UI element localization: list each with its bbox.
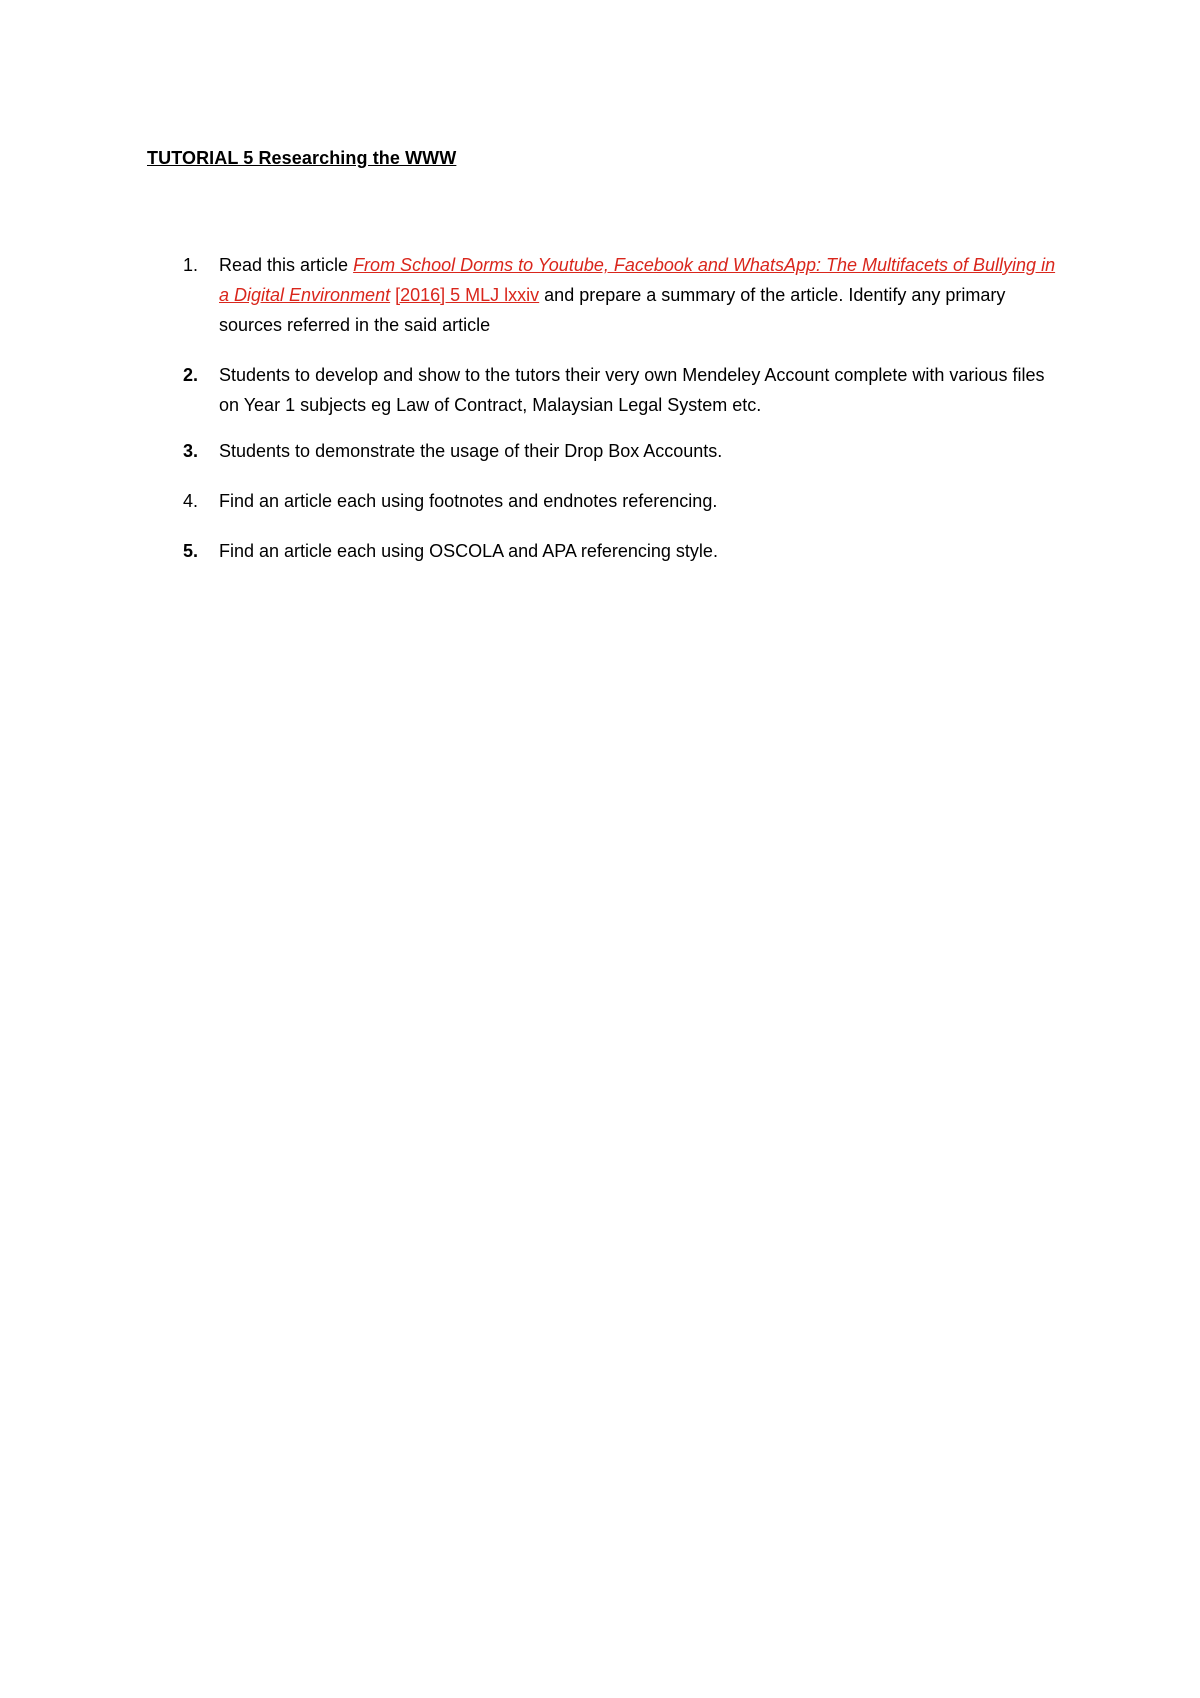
item-text-prefix: Read this article (219, 255, 354, 275)
item-number: 2. (183, 365, 199, 385)
list-item-3 (147, 436, 1067, 466)
list-item-2 (147, 360, 1067, 420)
list-item-1 (147, 250, 1067, 340)
item-number: 4. (183, 491, 199, 511)
task-list (147, 250, 1067, 566)
item-text: Students to develop and show to the tutors their very own Mendeley Account complete with various files on Year 1 subjects eg Law of Contract, Malaysian Legal System etc. (219, 365, 1045, 415)
page-title: TUTORIAL 5 Researching the WWW (147, 148, 457, 168)
list-item-4 (147, 486, 1067, 516)
item-number: 3. (183, 441, 199, 461)
item-number: 1. (183, 255, 199, 275)
item-number: 5. (183, 541, 199, 561)
citation-link[interactable]: [2016] 5 MLJ lxxiv (395, 285, 540, 305)
item-text: Find an article each using footnotes and endnotes referencing. (219, 491, 718, 511)
article-link[interactable]: From School Dorms to Youtube, Facebook and WhatsApp: The Multifacets of Bullying in a Digital Environment (219, 255, 1056, 305)
item-text: Students to demonstrate the usage of their Drop Box Accounts. (219, 441, 723, 461)
list-item-5 (147, 536, 1067, 566)
item-text: Find an article each using OSCOLA and APA referencing style. (219, 541, 718, 561)
item-text-suffix: and prepare a summary of the article. Identify any primary sources referred in the said article (219, 285, 1006, 335)
